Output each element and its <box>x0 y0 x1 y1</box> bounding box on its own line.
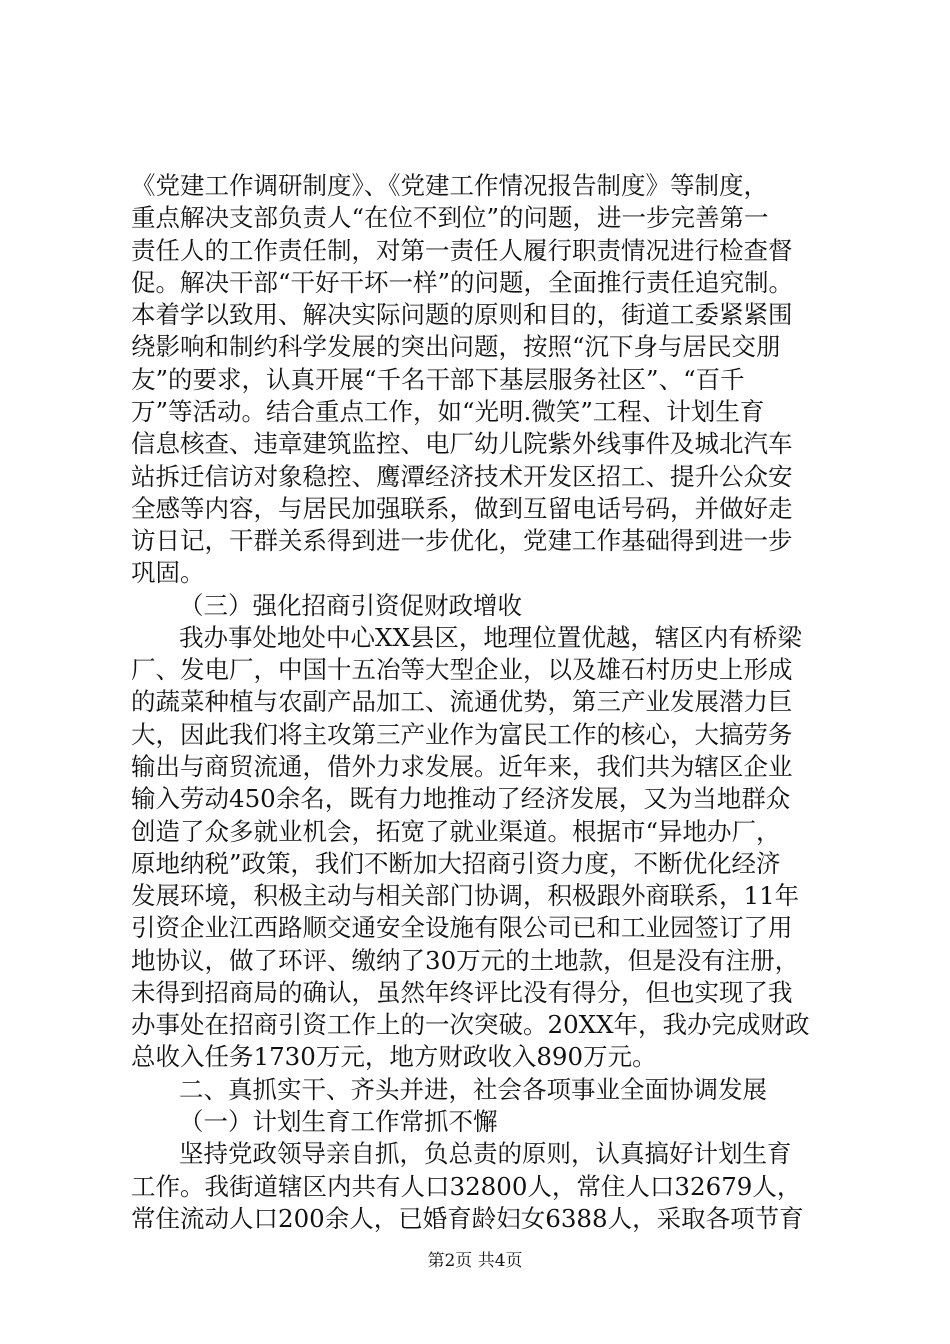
text-line: 发展环境，积极主动与相关部门协调，积极跟外商联系，11年 <box>131 881 800 910</box>
text-line: 绕影响和制约科学发展的突出问题，按照“沉下身与居民交朋 <box>131 332 781 362</box>
text-line: 未得到招商局的确认，虽然年终评比没有得分，但也实现了我 <box>131 977 793 1007</box>
text-line: 促。解决干部“干好干坏一样”的问题，全面推行责任追究制。 <box>131 267 794 297</box>
subsection-heading: （一）计划生育工作常抓不懈 <box>179 1106 498 1136</box>
text-line: 友”的要求，认真开展“千名干部下基层服务社区”、“百千 <box>131 364 745 394</box>
text-line: 创造了众多就业机会，拓宽了就业渠道。根据市“异地办厂， <box>131 816 781 846</box>
text-line: 地协议，做了环评、缴纳了30万元的土地款，但是没有注册， <box>131 945 800 975</box>
section-heading: （三）强化招商引资促财政增收 <box>179 590 522 620</box>
text-line: 我办事处地处中心XX县区，地理位置优越，辖区内有桥梁 <box>179 622 802 652</box>
text-line: 厂、发电厂，中国十五冶等大型企业，以及雄石村历史上形成 <box>131 655 793 685</box>
text-line: 访日记，干群关系得到进一步优化，党建工作基础得到进一步 <box>131 526 793 555</box>
text-line: 常住流动人口200余人，已婚育龄妇女6388人，采取各项节育 <box>131 1203 804 1233</box>
text-line: 责任人的工作责任制，对第一责任人履行职责情况进行检查督 <box>131 235 793 265</box>
text-line: 巩固。 <box>131 558 205 588</box>
text-line: 输出与商贸流通，借外力求发展。近年来，我们共为辖区企业 <box>131 751 793 781</box>
page-footer: 第2页 共4页 <box>427 1251 523 1271</box>
text-line: 全感等内容，与居民加强联系，做到互留电话号码，并做好走 <box>131 493 793 523</box>
text-line: 站拆迁信访对象稳控、鹰潭经济技术开发区招工、提升公众安 <box>131 461 793 491</box>
text-line: 引资企业江西路顺交通安全设施有限公司已和工业园签订了用 <box>131 913 793 943</box>
text-line: 办事处在招商引资工作上的一次突破。20XX年，我办完成财政 <box>131 1010 810 1040</box>
text-line: 输入劳动450余名，既有力地推动了经济发展，又为当地群众 <box>131 784 791 814</box>
text-line: 的蔬菜种植与农副产品加工、流通优势，第三产业发展潜力巨 <box>131 687 793 717</box>
text-line: 原地纳税”政策，我们不断加大招商引资力度，不断优化经济 <box>131 848 781 878</box>
text-line: 工作。我街道辖区内共有人口32800人，常住人口32679人， <box>131 1171 802 1201</box>
text-line: 信息核查、违章建筑监控、电厂幼儿院紫外线事件及城北汽车 <box>131 429 793 459</box>
text-line: 《党建工作调研制度》、《党建工作情况报告制度》等制度， <box>131 171 768 200</box>
text-line: 万”等活动。结合重点工作，如“光明.微笑”工程、计划生育 <box>131 396 765 426</box>
text-line: 坚持党政领导亲自抓，负总责的原则，认真搞好计划生育 <box>179 1139 792 1169</box>
text-line: 重点解决支部负责人“在位不到位”的问题，进一步完善第一 <box>131 203 769 233</box>
text-line: 大，因此我们将主攻第三产业作为富民工作的核心，大搞劳务 <box>131 719 793 749</box>
text-line: 总收入任务1730万元，地方财政收入890万元。 <box>131 1042 657 1072</box>
section-heading: 二、真抓实干、齐头并进，社会各项事业全面协调发展 <box>179 1074 767 1104</box>
text-line: 本着学以致用、解决实际问题的原则和目的，街道工委紧紧围 <box>131 300 793 330</box>
